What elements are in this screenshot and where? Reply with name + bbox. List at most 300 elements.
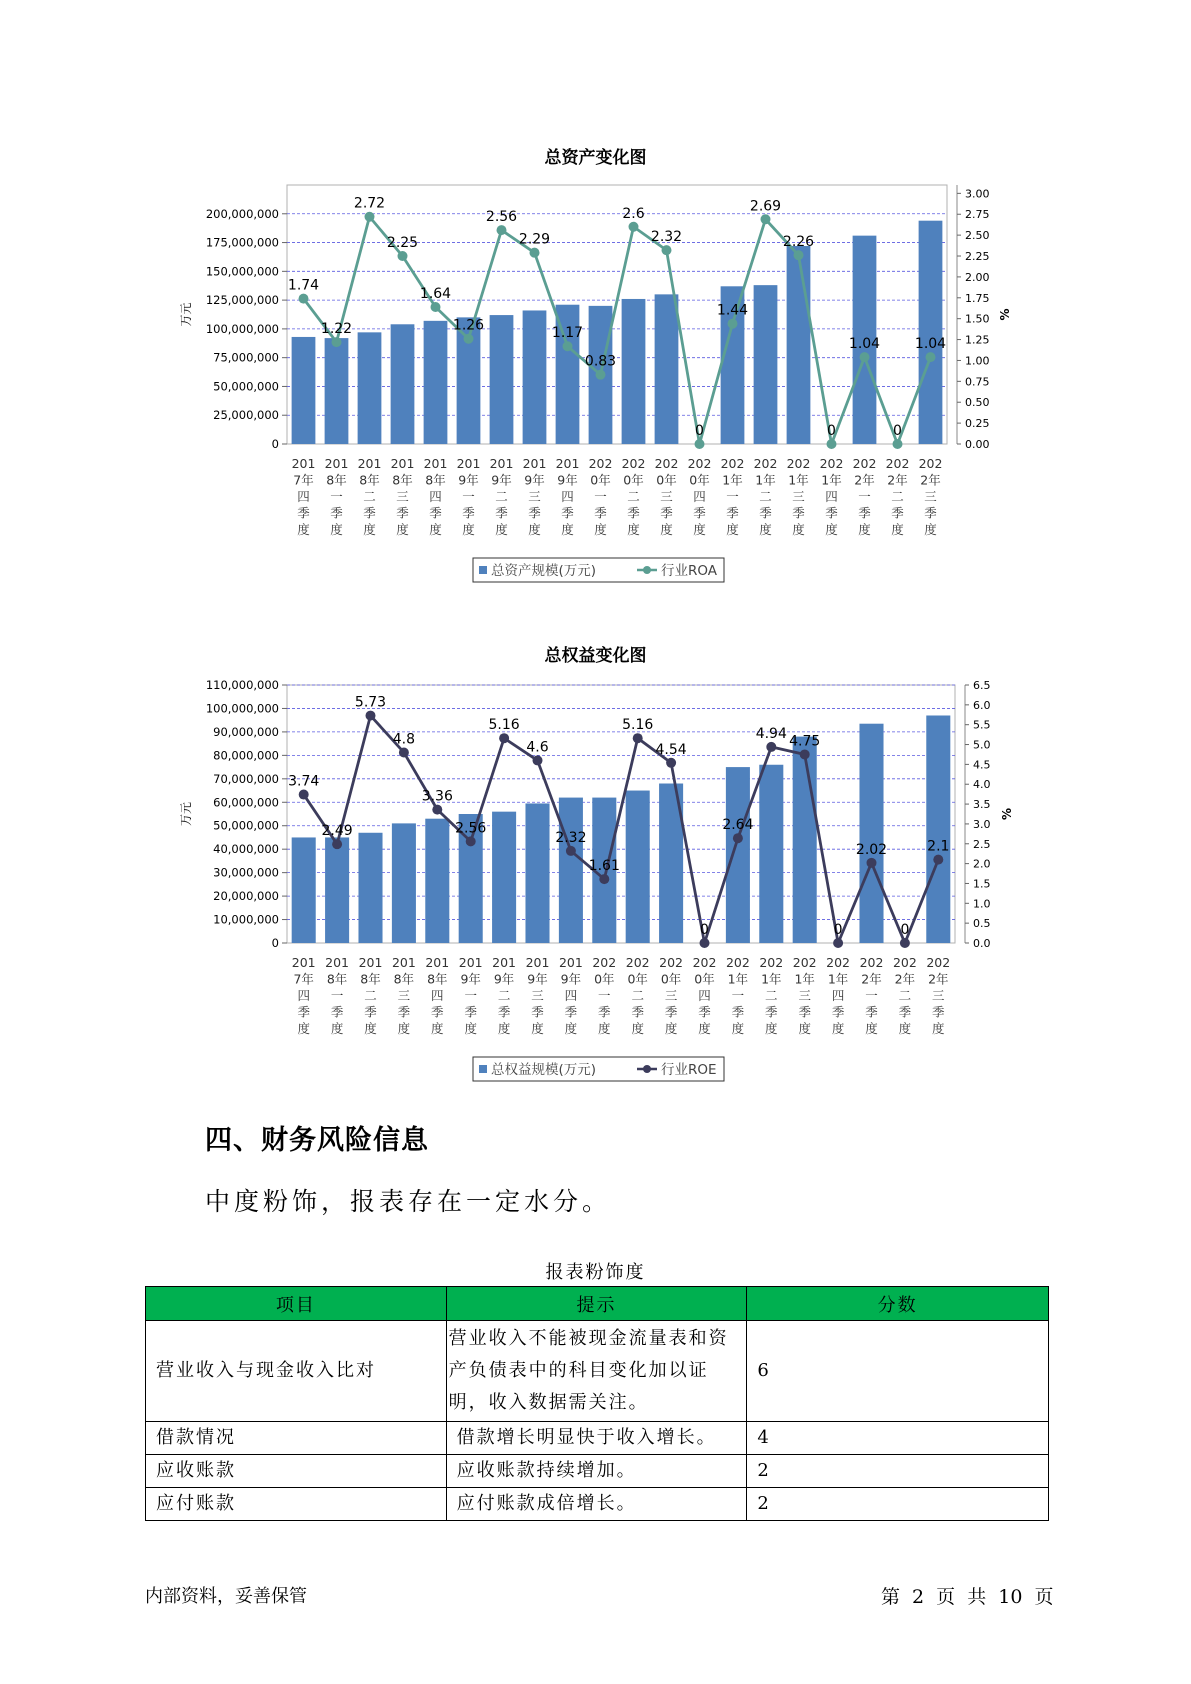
legend-line-marker: [643, 1065, 651, 1073]
x-tick-label: 季: [765, 1004, 778, 1020]
x-tick-label: 一: [330, 988, 344, 1003]
row-item: 借款情况: [146, 1422, 447, 1455]
x-tick-label: 0年: [689, 472, 710, 488]
x-tick-label: 二: [891, 489, 904, 504]
x-tick-label: 201: [423, 456, 448, 471]
table-caption: 报表粉饰度: [545, 1262, 646, 1283]
x-tick-label: 三: [932, 988, 945, 1003]
x-tick-label: 二: [765, 988, 778, 1003]
x-tick-label: 四: [561, 489, 574, 504]
data-label: 5.16: [488, 717, 520, 734]
x-tick-label: 季: [396, 505, 409, 521]
x-tick-label: 度: [932, 1021, 945, 1036]
x-tick-label: 季: [831, 1004, 845, 1020]
x-tick-label: 9年: [524, 472, 545, 488]
table-row: [146, 1455, 1049, 1488]
x-tick-label: 8年: [392, 472, 413, 488]
x-tick-label: 季: [429, 505, 442, 521]
x-tick-label: 度: [631, 1021, 644, 1036]
left-axis-title: 万元: [179, 302, 193, 327]
x-tick-label: 202: [852, 456, 877, 471]
x-tick-label: 0年: [627, 971, 648, 987]
bar: [559, 798, 583, 943]
x-tick-label: 202: [885, 456, 910, 471]
plot-area: [287, 185, 947, 444]
data-label: 2.56: [455, 820, 487, 837]
x-tick-label: 季: [825, 505, 838, 521]
line-point: [464, 334, 474, 344]
x-tick-label: 二: [495, 489, 508, 504]
x-tick-label: 9年: [460, 971, 481, 987]
line-point: [596, 370, 606, 380]
data-label: 4.54: [655, 741, 687, 758]
data-label: 0: [700, 922, 709, 938]
x-tick-label: 季: [330, 1004, 344, 1020]
header-tip: 提示: [446, 1287, 747, 1321]
x-tick-label: 一: [462, 489, 475, 504]
bar: [754, 285, 778, 444]
left-tick-label: 100,000,000: [205, 701, 279, 716]
x-tick-label: 201: [391, 955, 416, 970]
left-tick-label: 10,000,000: [213, 912, 279, 927]
right-tick-label: 5.5: [973, 718, 991, 732]
x-tick-label: 度: [462, 522, 475, 537]
x-tick-label: 201: [357, 456, 382, 471]
row-tip: 营业收入不能被现金流量表和资产负债表中的科目变化加以证明，收入数据需关注。: [446, 1321, 747, 1422]
bar: [622, 299, 646, 444]
x-tick-label: 一: [594, 489, 607, 504]
right-tick-label: 0.0: [973, 937, 991, 950]
line-point: [733, 833, 743, 843]
x-tick-label: 8年: [427, 971, 448, 987]
line-point: [794, 250, 804, 260]
right-tick-label: 2.25: [965, 250, 990, 264]
data-label: 5.16: [622, 717, 654, 734]
x-tick-label: 202: [859, 955, 884, 970]
row-item: 应收账款: [146, 1455, 447, 1488]
data-label: 2.02: [855, 841, 888, 858]
x-tick-label: 季: [531, 1004, 544, 1020]
x-tick-label: 度: [429, 522, 442, 537]
bar: [759, 765, 783, 943]
x-tick-label: 度: [297, 522, 310, 537]
row-score: 6: [747, 1321, 1049, 1422]
right-tick-label: 4.5: [973, 758, 991, 772]
right-tick-label: 4.0: [973, 778, 991, 792]
x-tick-label: 201: [522, 456, 547, 471]
x-tick-label: 三: [531, 988, 544, 1003]
data-label: 0: [827, 423, 836, 439]
x-tick-label: 三: [528, 489, 541, 504]
line-point: [533, 755, 543, 765]
line-point: [497, 225, 507, 235]
x-tick-label: 二: [627, 489, 640, 504]
x-tick-label: 季: [464, 1004, 477, 1020]
table-row: [146, 1422, 1049, 1455]
right-tick-label: 3.5: [973, 798, 991, 812]
row-tip: 借款增长明显快于收入增长。: [446, 1422, 747, 1455]
bar: [787, 246, 811, 444]
x-tick-label: 度: [924, 522, 937, 537]
x-tick-label: 201: [525, 955, 550, 970]
x-tick-label: 8年: [326, 971, 348, 987]
legend-line-label: 行业ROE: [661, 1062, 717, 1078]
x-tick-label: 度: [528, 522, 541, 537]
x-tick-label: 9年: [527, 971, 548, 987]
x-tick-label: 度: [627, 522, 640, 537]
right-tick-label: 1.00: [965, 354, 990, 368]
x-tick-label: 度: [561, 522, 574, 537]
x-tick-label: 季: [858, 505, 871, 521]
left-tick-label: 50,000,000: [213, 818, 279, 833]
x-tick-label: 1年: [755, 472, 776, 488]
legend-bar-label: 总权益规模(万元): [491, 1062, 597, 1078]
line-point: [833, 938, 843, 948]
x-tick-label: 三: [664, 988, 678, 1003]
x-tick-label: 度: [364, 1021, 377, 1036]
bar: [292, 337, 316, 444]
x-tick-label: 季: [561, 505, 574, 521]
data-label: 1.17: [551, 325, 584, 342]
x-tick-label: 度: [693, 522, 706, 537]
x-tick-label: 季: [330, 505, 343, 521]
data-label: 1.64: [419, 285, 452, 302]
x-tick-label: 202: [926, 955, 951, 970]
x-tick-label: 201: [555, 456, 580, 471]
left-tick-label: 60,000,000: [213, 795, 279, 810]
x-tick-label: 季: [792, 505, 805, 521]
data-label: 0: [695, 423, 704, 439]
x-tick-label: 度: [397, 1021, 411, 1036]
x-tick-label: 8年: [425, 472, 446, 488]
right-tick-label: 6.5: [973, 679, 991, 692]
line-point: [893, 439, 903, 449]
right-tick-label: 2.50: [965, 229, 990, 243]
bar: [626, 791, 650, 943]
line-point: [827, 439, 837, 449]
x-tick-label: 2年: [854, 472, 875, 488]
x-tick-label: 1年: [821, 472, 842, 488]
row-tip: 应收账款持续增加。: [446, 1455, 747, 1488]
legend-bar-swatch: [479, 566, 487, 574]
x-tick-label: 三: [924, 489, 937, 504]
x-tick-label: 度: [765, 1021, 778, 1036]
x-tick-label: 二: [364, 988, 377, 1003]
x-tick-label: 度: [891, 522, 904, 537]
x-tick-label: 8年: [360, 971, 381, 987]
x-tick-label: 一: [865, 988, 878, 1003]
right-tick-label: 5.0: [973, 738, 991, 752]
line-point: [332, 337, 342, 347]
x-tick-label: 二: [631, 988, 644, 1003]
data-label: 1.61: [588, 858, 620, 875]
legend-bar-swatch: [479, 1065, 487, 1073]
x-tick-label: 201: [425, 955, 450, 970]
x-tick-label: 度: [497, 1021, 511, 1036]
x-tick-label: 9年: [491, 472, 512, 488]
x-tick-label: 度: [664, 1021, 678, 1036]
data-label: 4.6: [526, 739, 549, 756]
x-tick-label: 一: [858, 489, 871, 504]
x-tick-label: 度: [865, 1021, 878, 1036]
data-label: 2.25: [386, 235, 419, 252]
left-tick-label: 25,000,000: [213, 408, 279, 423]
x-tick-label: 季: [598, 1004, 611, 1020]
x-tick-label: 202: [621, 456, 646, 471]
data-label: 4.75: [789, 733, 821, 750]
line-point: [499, 733, 509, 743]
bar: [358, 833, 382, 943]
x-tick-label: 季: [397, 1004, 411, 1020]
bar: [490, 315, 514, 444]
row-score: 2: [747, 1488, 1049, 1521]
line-point: [933, 855, 943, 865]
line-point: [299, 790, 309, 800]
line-point: [332, 839, 342, 849]
line-point: [431, 302, 441, 312]
total-equity-chart: [0, 660, 1191, 1090]
table-row: [146, 1488, 1049, 1521]
right-tick-label: 0.00: [965, 438, 990, 451]
data-label: 4.8: [392, 731, 416, 748]
left-tick-label: 20,000,000: [213, 889, 279, 904]
bar: [425, 819, 449, 943]
x-tick-label: 201: [390, 456, 415, 471]
row-score: 4: [747, 1422, 1049, 1455]
chart2-title: 总权益变化图: [544, 646, 647, 666]
line-point: [530, 248, 540, 258]
x-tick-label: 季: [564, 1004, 578, 1020]
left-tick-label: 80,000,000: [213, 748, 279, 763]
x-tick-label: 季: [297, 1004, 310, 1020]
x-tick-label: 四: [564, 988, 578, 1003]
bar: [926, 715, 950, 943]
bar: [391, 324, 415, 444]
data-label: 1.44: [716, 302, 749, 319]
data-label: 1.22: [320, 321, 353, 338]
left-tick-label: 150,000,000: [205, 264, 279, 279]
x-tick-label: 9年: [557, 472, 578, 488]
line-point: [399, 747, 409, 757]
legend-line-marker: [643, 566, 651, 574]
x-tick-label: 季: [627, 505, 640, 521]
bar: [292, 837, 316, 943]
x-tick-label: 四: [297, 988, 310, 1003]
x-tick-label: 度: [825, 522, 838, 537]
line-point: [633, 733, 643, 743]
x-tick-label: 0年: [694, 971, 715, 987]
header-score: 分数: [747, 1287, 1049, 1321]
line-point: [662, 245, 672, 255]
x-tick-label: 202: [654, 456, 679, 471]
line-point: [466, 836, 476, 846]
right-tick-label: 3.0: [973, 817, 991, 831]
x-tick-label: 度: [792, 522, 805, 537]
bar: [525, 803, 549, 943]
data-label: 2.26: [782, 234, 815, 251]
legend-line-label: 行业ROA: [661, 563, 718, 579]
row-item: 营业收入与现金收入比对: [146, 1321, 447, 1422]
right-tick-label: 1.50: [965, 312, 990, 326]
x-tick-label: 度: [495, 522, 508, 537]
footer-confidential: 内部资料，妥善保管: [145, 1586, 307, 1607]
line-point: [700, 938, 710, 948]
x-tick-label: 0年: [590, 472, 611, 488]
x-tick-label: 8年: [359, 472, 380, 488]
bar: [358, 332, 382, 444]
x-tick-label: 度: [330, 522, 343, 537]
x-tick-label: 一: [330, 489, 343, 504]
x-tick-label: 三: [397, 988, 411, 1003]
left-tick-label: 125,000,000: [205, 293, 279, 308]
right-tick-label: 0.50: [965, 396, 990, 410]
bar: [859, 724, 883, 943]
x-tick-label: 201: [291, 955, 316, 970]
x-tick-label: 201: [358, 955, 383, 970]
x-tick-label: 季: [495, 505, 508, 521]
data-label: 2.6: [622, 205, 645, 222]
right-tick-label: 2.0: [973, 857, 991, 871]
x-tick-label: 度: [759, 522, 772, 537]
x-tick-label: 202: [592, 955, 617, 970]
x-tick-label: 202: [918, 456, 943, 471]
x-tick-label: 201: [558, 955, 583, 970]
bar: [325, 837, 349, 943]
x-tick-label: 季: [891, 505, 904, 521]
right-axis-title: %: [1000, 807, 1014, 821]
data-label: 0.83: [584, 353, 617, 370]
line-point: [432, 805, 442, 815]
x-tick-label: 2年: [920, 472, 941, 488]
x-tick-label: 202: [753, 456, 778, 471]
x-tick-label: 1年: [761, 971, 782, 987]
x-tick-label: 202: [659, 955, 684, 970]
x-tick-label: 二: [759, 489, 772, 504]
left-tick-label: 50,000,000: [213, 379, 279, 394]
data-label: 2.64: [722, 817, 754, 834]
left-tick-label: 200,000,000: [205, 206, 279, 221]
x-tick-label: 度: [396, 522, 409, 537]
x-tick-label: 季: [759, 505, 772, 521]
line-point: [761, 214, 771, 224]
x-tick-label: 202: [720, 456, 745, 471]
x-tick-label: 度: [464, 1021, 477, 1036]
x-tick-label: 度: [726, 522, 739, 537]
right-tick-label: 6.0: [973, 698, 991, 712]
x-tick-label: 季: [731, 1004, 745, 1020]
left-tick-label: 70,000,000: [213, 771, 279, 786]
x-tick-label: 1年: [794, 971, 815, 987]
data-label: 3.74: [288, 773, 320, 790]
bar: [492, 812, 516, 943]
x-tick-label: 二: [497, 988, 511, 1003]
table-row: [146, 1321, 1049, 1422]
x-tick-label: 202: [819, 456, 844, 471]
x-tick-label: 季: [364, 1004, 377, 1020]
x-tick-label: 202: [892, 955, 917, 970]
right-tick-label: 1.25: [965, 333, 990, 347]
x-tick-label: 201: [458, 955, 483, 970]
total-assets-chart: [0, 160, 1191, 590]
data-label: 2.29: [518, 231, 551, 248]
x-tick-label: 202: [759, 955, 784, 970]
x-tick-label: 四: [431, 988, 444, 1003]
x-tick-label: 度: [831, 1021, 845, 1036]
chart1-title: 总资产变化图: [544, 148, 647, 168]
x-tick-label: 二: [898, 988, 912, 1003]
data-label: 2.69: [749, 198, 782, 215]
bar: [325, 338, 349, 444]
x-tick-label: 2年: [887, 472, 908, 488]
line-point: [365, 212, 375, 222]
line-point: [867, 858, 877, 868]
x-tick-label: 季: [726, 505, 739, 521]
x-tick-label: 1年: [827, 971, 849, 987]
x-tick-label: 度: [594, 522, 607, 537]
data-label: 0: [900, 922, 910, 938]
x-tick-label: 季: [363, 505, 376, 521]
left-tick-label: 0: [271, 936, 279, 950]
x-tick-label: 度: [363, 522, 376, 537]
x-tick-label: 一: [598, 988, 611, 1003]
section-heading: 四、财务风险信息: [205, 1125, 429, 1156]
data-label: 0: [833, 922, 843, 938]
x-tick-label: 2年: [861, 971, 882, 987]
line-point: [563, 341, 573, 351]
right-tick-label: 0.5: [973, 917, 991, 931]
line-point: [599, 874, 609, 884]
bar: [919, 221, 943, 444]
x-tick-label: 一: [464, 988, 477, 1003]
x-tick-label: 季: [798, 1004, 811, 1020]
x-tick-label: 度: [531, 1021, 544, 1036]
line-point: [695, 439, 705, 449]
header-item: 项目: [146, 1287, 447, 1321]
data-label: 5.73: [354, 694, 387, 711]
left-tick-label: 40,000,000: [213, 842, 279, 857]
left-tick-label: 0: [271, 437, 279, 451]
x-tick-label: 202: [792, 955, 817, 970]
line-point: [629, 222, 639, 232]
x-tick-label: 202: [725, 955, 750, 970]
x-tick-label: 度: [297, 1021, 310, 1036]
x-tick-label: 0年: [623, 472, 644, 488]
right-tick-label: 2.5: [973, 837, 991, 851]
data-label: 2.56: [485, 209, 518, 226]
x-tick-label: 季: [297, 505, 310, 521]
x-tick-label: 度: [598, 1021, 611, 1036]
left-tick-label: 175,000,000: [205, 235, 279, 250]
x-tick-label: 0年: [660, 971, 682, 987]
data-label: 0: [893, 423, 902, 439]
x-tick-label: 9年: [493, 971, 515, 987]
x-tick-label: 201: [492, 955, 517, 970]
line-point: [860, 352, 870, 362]
x-tick-label: 202: [692, 955, 717, 970]
x-tick-label: 7年: [293, 472, 314, 488]
bar: [793, 737, 817, 943]
x-tick-label: 三: [798, 988, 811, 1003]
left-tick-label: 90,000,000: [213, 724, 279, 739]
x-tick-label: 季: [932, 1004, 945, 1020]
x-tick-label: 201: [325, 955, 350, 970]
right-tick-label: 2.75: [965, 208, 990, 222]
x-tick-label: 四: [693, 489, 706, 504]
x-tick-label: 季: [497, 1004, 511, 1020]
data-label: 2.32: [555, 829, 587, 846]
x-tick-label: 7年: [293, 971, 314, 987]
right-tick-label: 0.25: [965, 417, 990, 431]
